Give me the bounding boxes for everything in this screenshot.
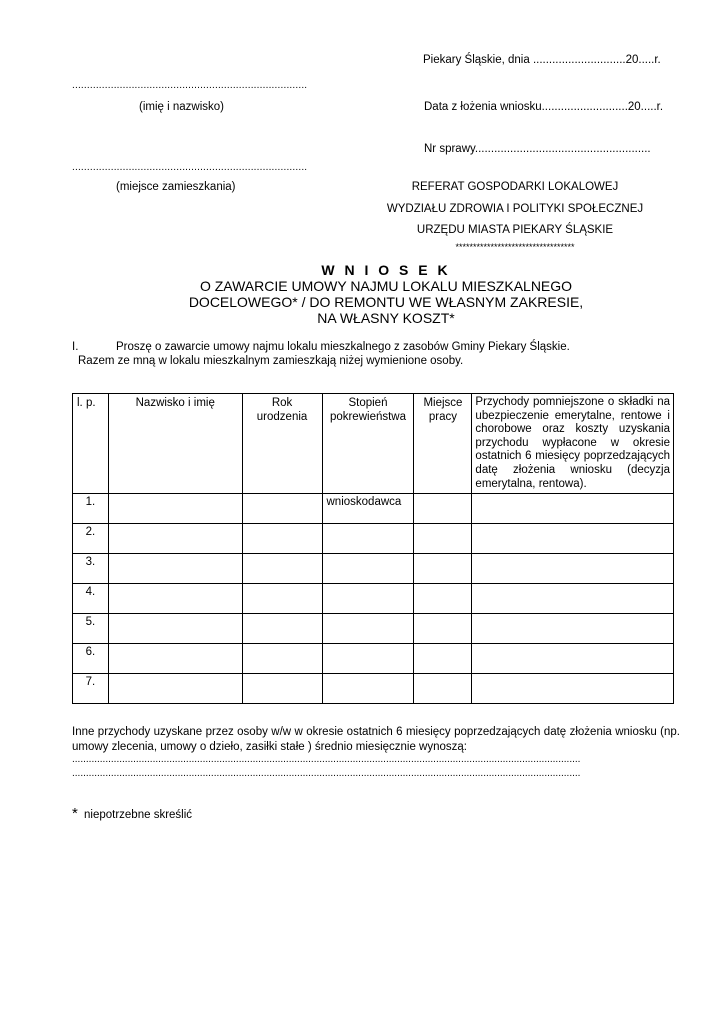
income-cell[interactable] xyxy=(472,644,674,674)
name-cell[interactable] xyxy=(108,584,242,614)
name-cell[interactable] xyxy=(108,554,242,584)
kinship-cell[interactable] xyxy=(322,524,414,554)
income-cell[interactable] xyxy=(472,674,674,704)
row-number: 4. xyxy=(73,584,109,614)
kinship-cell[interactable] xyxy=(322,614,414,644)
income-cell[interactable] xyxy=(472,554,674,584)
section-number: I. xyxy=(72,341,79,353)
birth-year-cell[interactable] xyxy=(242,524,322,554)
workplace-cell[interactable] xyxy=(414,524,472,554)
header-income: Przychody pomniejszone o składki na ubezpieczenie emerytalne, rentowe i chorobowe oraz koszty uzyskania przychodu wypłacone w okresie ostatnich 6 miesięcy poprzedzających datę złożenia wniosku (decyzja emerytalna, rentowa). xyxy=(472,394,674,494)
kinship-cell[interactable] xyxy=(322,554,414,584)
footnote-text: niepotrzebne skreślić xyxy=(84,809,193,821)
row-number: 3. xyxy=(73,554,109,584)
kinship-cell[interactable] xyxy=(322,674,414,704)
workplace-cell[interactable] xyxy=(414,614,472,644)
header-lp: l. p. xyxy=(73,394,109,494)
recipient-line-3: URZĘDU MIASTA PIEKARY ŚLĄSKIE xyxy=(416,224,614,236)
income-cell[interactable] xyxy=(472,494,674,524)
table-row xyxy=(73,644,674,674)
table-header-row xyxy=(73,394,674,494)
table-row xyxy=(73,614,674,644)
recipient-stars: ********************************** xyxy=(455,242,575,252)
workplace-cell[interactable] xyxy=(414,494,472,524)
recipient-line-2: WYDZIAŁU ZDROWIA I POLITYKI SPOŁECZNEJ xyxy=(386,203,644,215)
row-number: 2. xyxy=(73,524,109,554)
case-number-line: Nr sprawy....................................................... xyxy=(424,143,651,155)
name-cell[interactable] xyxy=(108,494,242,524)
workplace-cell[interactable] xyxy=(414,644,472,674)
kinship-cell[interactable] xyxy=(322,584,414,614)
intro-line-2: Razem ze mną w lokalu mieszkalnym zamieszkają niżej wymienione osoby. xyxy=(78,355,464,367)
place-date-line: Piekary Śląskie, dnia .............................20.....r. xyxy=(423,54,661,66)
income-cell[interactable] xyxy=(472,614,674,644)
header-birth-year: Rok urodzenia xyxy=(242,394,322,494)
birth-year-cell[interactable] xyxy=(242,494,322,524)
row-number: 5. xyxy=(73,614,109,644)
address-dotted-line: ............................................................................... xyxy=(72,162,308,173)
row-number: 6. xyxy=(73,644,109,674)
table-row xyxy=(73,494,674,524)
workplace-cell[interactable] xyxy=(414,554,472,584)
table-row xyxy=(73,554,674,584)
intro-line-1: Proszę o zawarcie umowy najmu lokalu mieszkalnego z zasobów Gminy Piekary Śląskie. xyxy=(116,341,570,353)
other-income-dotted-line-2[interactable]: ....................................................................................................................................................................................... xyxy=(72,768,581,779)
workplace-cell[interactable] xyxy=(414,584,472,614)
header-kinship: Stopień pokrewieństwa xyxy=(322,394,414,494)
header-workplace: Miejsce pracy xyxy=(414,394,472,494)
title-line-3: NA WŁASNY KOSZT* xyxy=(317,310,455,326)
name-dotted-line: ............................................................................... xyxy=(72,80,308,91)
submission-date-line: Data z łożenia wniosku...........................20.....r. xyxy=(424,101,664,113)
income-cell[interactable] xyxy=(472,584,674,614)
recipient-line-1: REFERAT GOSPODARKI LOKALOWEJ xyxy=(411,181,619,193)
row-number: 1. xyxy=(73,494,109,524)
title-line-1: O ZAWARCIE UMOWY NAJMU LOKALU MIESZKALNEGO xyxy=(199,278,573,294)
name-cell[interactable] xyxy=(108,614,242,644)
birth-year-cell[interactable] xyxy=(242,614,322,644)
birth-year-cell[interactable] xyxy=(242,584,322,614)
footnote-star: * xyxy=(72,805,78,822)
birth-year-cell[interactable] xyxy=(242,674,322,704)
kinship-cell[interactable] xyxy=(322,644,414,674)
document-heading: W N I O S E K xyxy=(321,262,451,278)
income-cell[interactable] xyxy=(472,524,674,554)
household-table xyxy=(72,393,674,704)
name-cell[interactable] xyxy=(108,524,242,554)
other-income-text: Inne przychody uzyskane przez osoby w/w w okresie ostatnich 6 miesięcy poprzedzających datę złożenia wniosku (np. umowy zlecenia, umowy o dzieło, zasiłki stałe ) średnio miesięcznie wynoszą: xyxy=(72,726,680,753)
birth-year-cell[interactable] xyxy=(242,644,322,674)
table-row xyxy=(73,674,674,704)
header-name: Nazwisko i imię xyxy=(108,394,242,494)
row-number: 7. xyxy=(73,674,109,704)
address-label: (miejsce zamieszkania) xyxy=(116,181,236,193)
other-income-dotted-line-1[interactable]: ....................................................................................................................................................................................... xyxy=(72,754,581,765)
name-cell[interactable] xyxy=(108,644,242,674)
table-row xyxy=(73,584,674,614)
name-cell[interactable] xyxy=(108,674,242,704)
title-line-2: DOCELOWEGO* / DO REMONTU WE WŁASNYM ZAKRESIE, xyxy=(188,294,584,310)
table-row xyxy=(73,524,674,554)
birth-year-cell[interactable] xyxy=(242,554,322,584)
kinship-cell: wnioskodawca xyxy=(322,494,414,524)
name-label: (imię i nazwisko) xyxy=(139,101,224,113)
workplace-cell[interactable] xyxy=(414,674,472,704)
